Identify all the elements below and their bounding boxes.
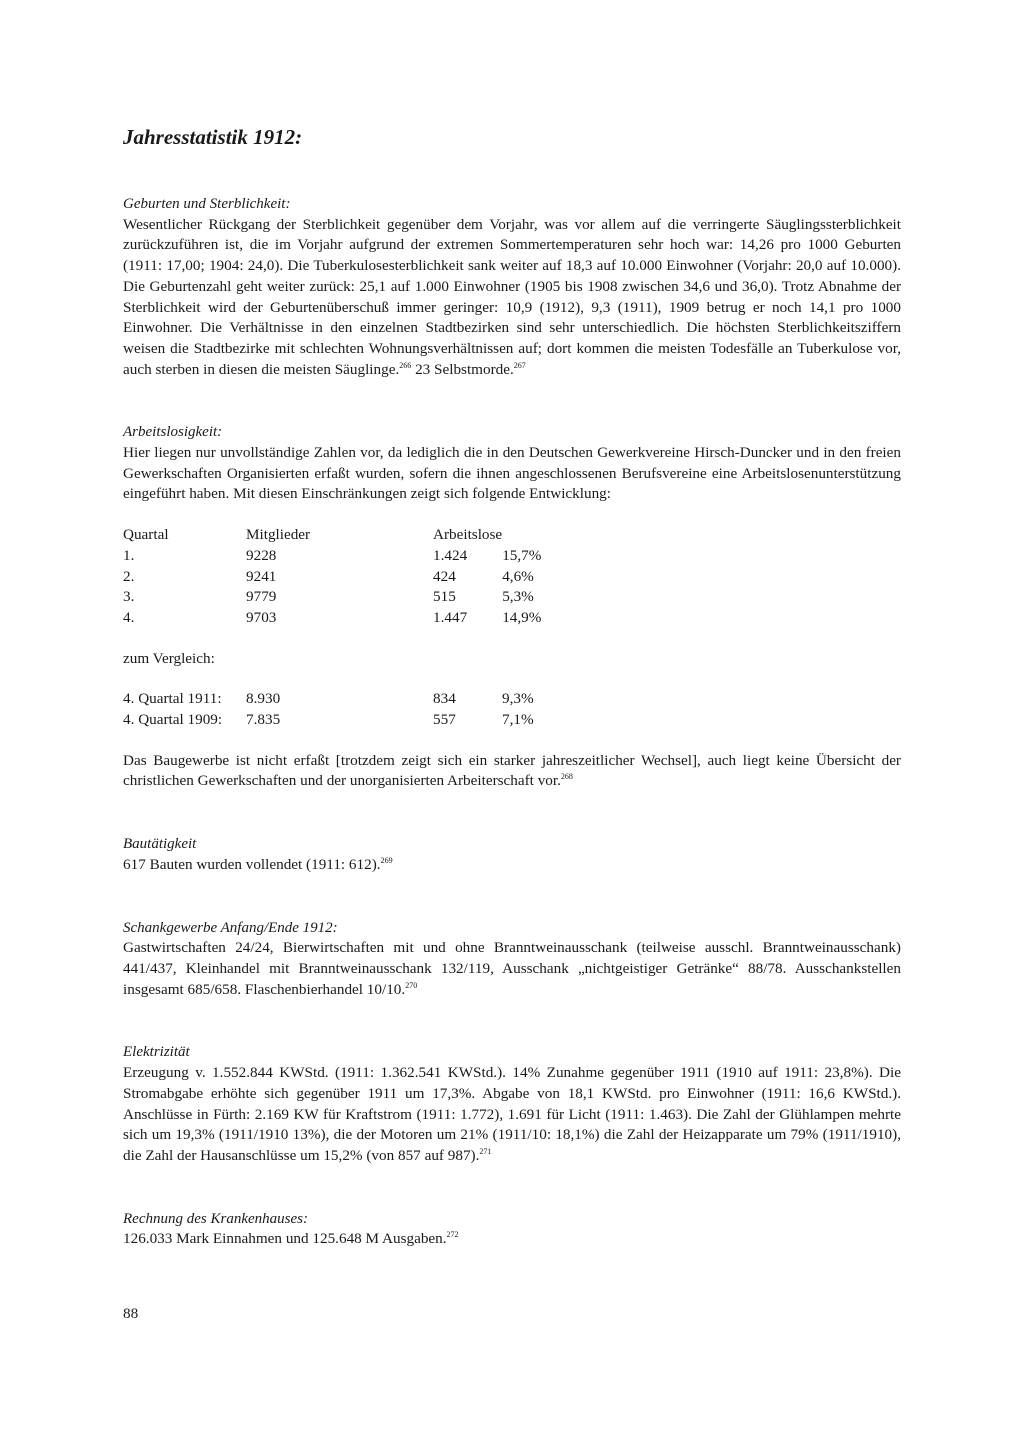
footnote-ref-272[interactable]: 272: [446, 1230, 459, 1240]
table-cell: 9,3%: [502, 690, 534, 708]
table-row: [123, 689, 562, 710]
footnote-ref-270[interactable]: 270: [405, 980, 418, 990]
section-text-arbeitslosigkeit: Hier liegen nur unvollständige Zahlen vor, da lediglich die in den Deutschen Gewerkvereine Hirsch-Duncker und in den freien Gewerkschaften Organisierten erfaßt wurden, sofern die ihnen angeschlossenen Berufsvereine eine Arbeitslosenunterstützung eingeführt haben. Mit diesen Einschränkungen zeigt sich folgende Entwicklung:: [123, 444, 901, 503]
krankenhaus-text: 126.033 Mark Einnahmen und 125.648 M Ausgaben.: [123, 1230, 447, 1248]
comparison-label: zum Vergleich:: [123, 649, 215, 667]
section-schankgewerbe: [123, 918, 901, 1001]
section-heading-schankgewerbe: Schankgewerbe Anfang/Ende 1912:: [123, 919, 338, 936]
table-row: [123, 608, 562, 629]
table-cell: 4,6%: [502, 567, 534, 585]
table-cell: 2.: [123, 567, 135, 585]
table-header-row: [123, 525, 562, 546]
section-geburten: [123, 194, 901, 380]
geburten-text-2: 23 Selbstmorde.: [411, 360, 514, 378]
table-cell: 424: [433, 567, 456, 585]
section-heading-krankenhaus: Rechnung des Krankenhauses:: [123, 1210, 308, 1227]
section-text-geburten: [123, 215, 901, 381]
table-cell: 9703: [246, 608, 277, 626]
table-cell: 557: [433, 711, 456, 729]
section-text-krankenhaus: [123, 1229, 901, 1250]
table-cell: 834: [433, 690, 456, 708]
table-cell: 15,7%: [502, 546, 542, 564]
table-cell: 9241: [246, 567, 277, 585]
section-heading-arbeitslosigkeit: Arbeitslosigkeit:: [123, 424, 223, 441]
table-row: [123, 567, 562, 588]
section-bautaetigkeit: [123, 834, 901, 875]
section-arbeitslosigkeit: [123, 422, 901, 792]
table-cell: 515: [433, 588, 456, 606]
column-header-percent: [502, 525, 562, 546]
table-cell: 4. Quartal 1909:: [123, 711, 223, 729]
section-heading-bautaetigkeit: Bautätigkeit: [123, 836, 197, 853]
column-header-quartal: Quartal: [123, 526, 169, 544]
page-number: 88: [123, 1305, 139, 1322]
comparison-table: [123, 689, 562, 730]
footnote-ref-269[interactable]: 269: [380, 855, 393, 865]
schankgewerbe-text: Gastwirtschaften 24/24, Bierwirtschaften mit und ohne Branntweinausschank (teilweise ausschl. Branntweinausschank) 441/437, Kleinhandel mit Branntweinausschank 132/119, Ausschank „nichtgeistiger Getränke“ 88/78. Ausschankstellen insgesamt 685/658. Flaschenbierhandel 10/10.: [123, 939, 901, 998]
table-cell: 5,3%: [502, 588, 534, 606]
section-text-arbeitslosigkeit-after: [123, 751, 901, 792]
section-text-bautaetigkeit: [123, 855, 901, 876]
section-heading-elektrizitaet: Elektrizität: [123, 1044, 190, 1061]
elektrizitaet-text: Erzeugung v. 1.552.844 KWStd. (1911: 1.362.541 KWStd.). 14% Zunahme gegenüber 1911 (1910 auf 1911: 23,8%). Die Stromabgabe erhöhte sich gegenüber 1911 um 17,3%. Abgabe von 18,1 KWStd. pro Einwohner (1911: 16,6 KWStd.). Anschlüsse in Fürth: 2.169 KW für Kraftstrom (1911: 1.772), 1.691 für Licht (1911: 1.463). Die Zahl der Glühlampen mehrte sich um 19,3% (1911/1910 13%), die der Motoren um 21% (1911/10: 18,1%) die Zahl der Heizapparate um 79% (1911/1910), die Zahl der Hausanschlüsse um 15,2% (von 857 auf 987).: [123, 1064, 901, 1164]
table-cell: 9228: [246, 546, 277, 564]
table-cell: 1.: [123, 546, 135, 564]
table-cell: 4. Quartal 1911:: [123, 690, 222, 708]
section-krankenhaus: [123, 1209, 901, 1250]
table-row: [123, 710, 562, 731]
section-text-schankgewerbe: [123, 938, 901, 1000]
arbeitslosigkeit-after-text: Das Baugewerbe ist nicht erfaßt [trotzdem zeigt sich ein starker jahreszeitlicher Wechsel], auch liegt keine Übersicht der christlichen Gewerkschaften und der unorganisierten Arbeiterschaft vor.: [123, 751, 901, 790]
section-text-elektrizitaet: [123, 1063, 901, 1167]
table-cell: 4.: [123, 608, 135, 626]
table-cell: 1.447: [433, 608, 468, 626]
table-cell: 7.835: [246, 711, 281, 729]
unemployment-table: [123, 525, 562, 629]
page-title: Jahresstatistik 1912:: [123, 125, 303, 149]
section-elektrizitaet: [123, 1042, 901, 1166]
table-row: [123, 546, 562, 567]
column-header-mitglieder: Mitglieder: [246, 526, 311, 544]
table-cell: 7,1%: [502, 711, 534, 729]
section-heading-geburten: Geburten und Sterblichkeit:: [123, 196, 291, 212]
bautaetigkeit-text: 617 Bauten wurden vollendet (1911: 612).: [123, 855, 381, 873]
column-header-arbeitslose: Arbeitslose: [433, 526, 503, 544]
page-content: [123, 124, 901, 1250]
footnote-ref-266[interactable]: 266: [399, 360, 412, 370]
footnote-ref-267[interactable]: 267: [513, 360, 526, 370]
table-cell: 9779: [246, 588, 277, 606]
table-cell: 14,9%: [502, 608, 542, 626]
table-row: [123, 587, 562, 608]
footnote-ref-271[interactable]: 271: [479, 1146, 492, 1156]
table-cell: 3.: [123, 588, 135, 606]
footnote-ref-268[interactable]: 268: [560, 772, 573, 782]
table-cell: 8.930: [246, 690, 281, 708]
geburten-text: Wesentlicher Rückgang der Sterblichkeit gegenüber dem Vorjahr, was vor allem auf die verringerte Säuglingssterblichkeit zurückzuführen ist, die im Vorjahr aufgrund der extremen Sommertemperaturen sehr hoch war: 14,26 pro 1000 Geburten (1911: 17,00; 1904: 24,0). Die Tuberkulosesterblichkeit sank weiter auf 18,3 auf 10.000 Einwohner (Vorjahr: 20,0 auf 10.000). Die Geburtenzahl geht weiter zurück: 25,1 auf 1.000 Einwohner (1905 bis 1908 zwischen 34,6 und 36,0). Trotz Abnahme der Sterblichkeit wird der Geburtenüberschuß immer geringer: 10,9 (1912), 9,3 (1911), 1909 betrug er noch 14,1 pro 1000 Einwohner. Die Verhältnisse in den einzelnen Stadtbezirken sind sehr unterschiedlich. Die höchsten Sterblichkeitsziffern weisen die Stadtbezirke mit schlechten Wohnungsverhältnissen auf; dort kommen die meisten Todesfälle an Tuberkulose vor, auch sterben in diesen die meisten Säuglinge.: [123, 215, 901, 378]
table-cell: 1.424: [433, 546, 468, 564]
